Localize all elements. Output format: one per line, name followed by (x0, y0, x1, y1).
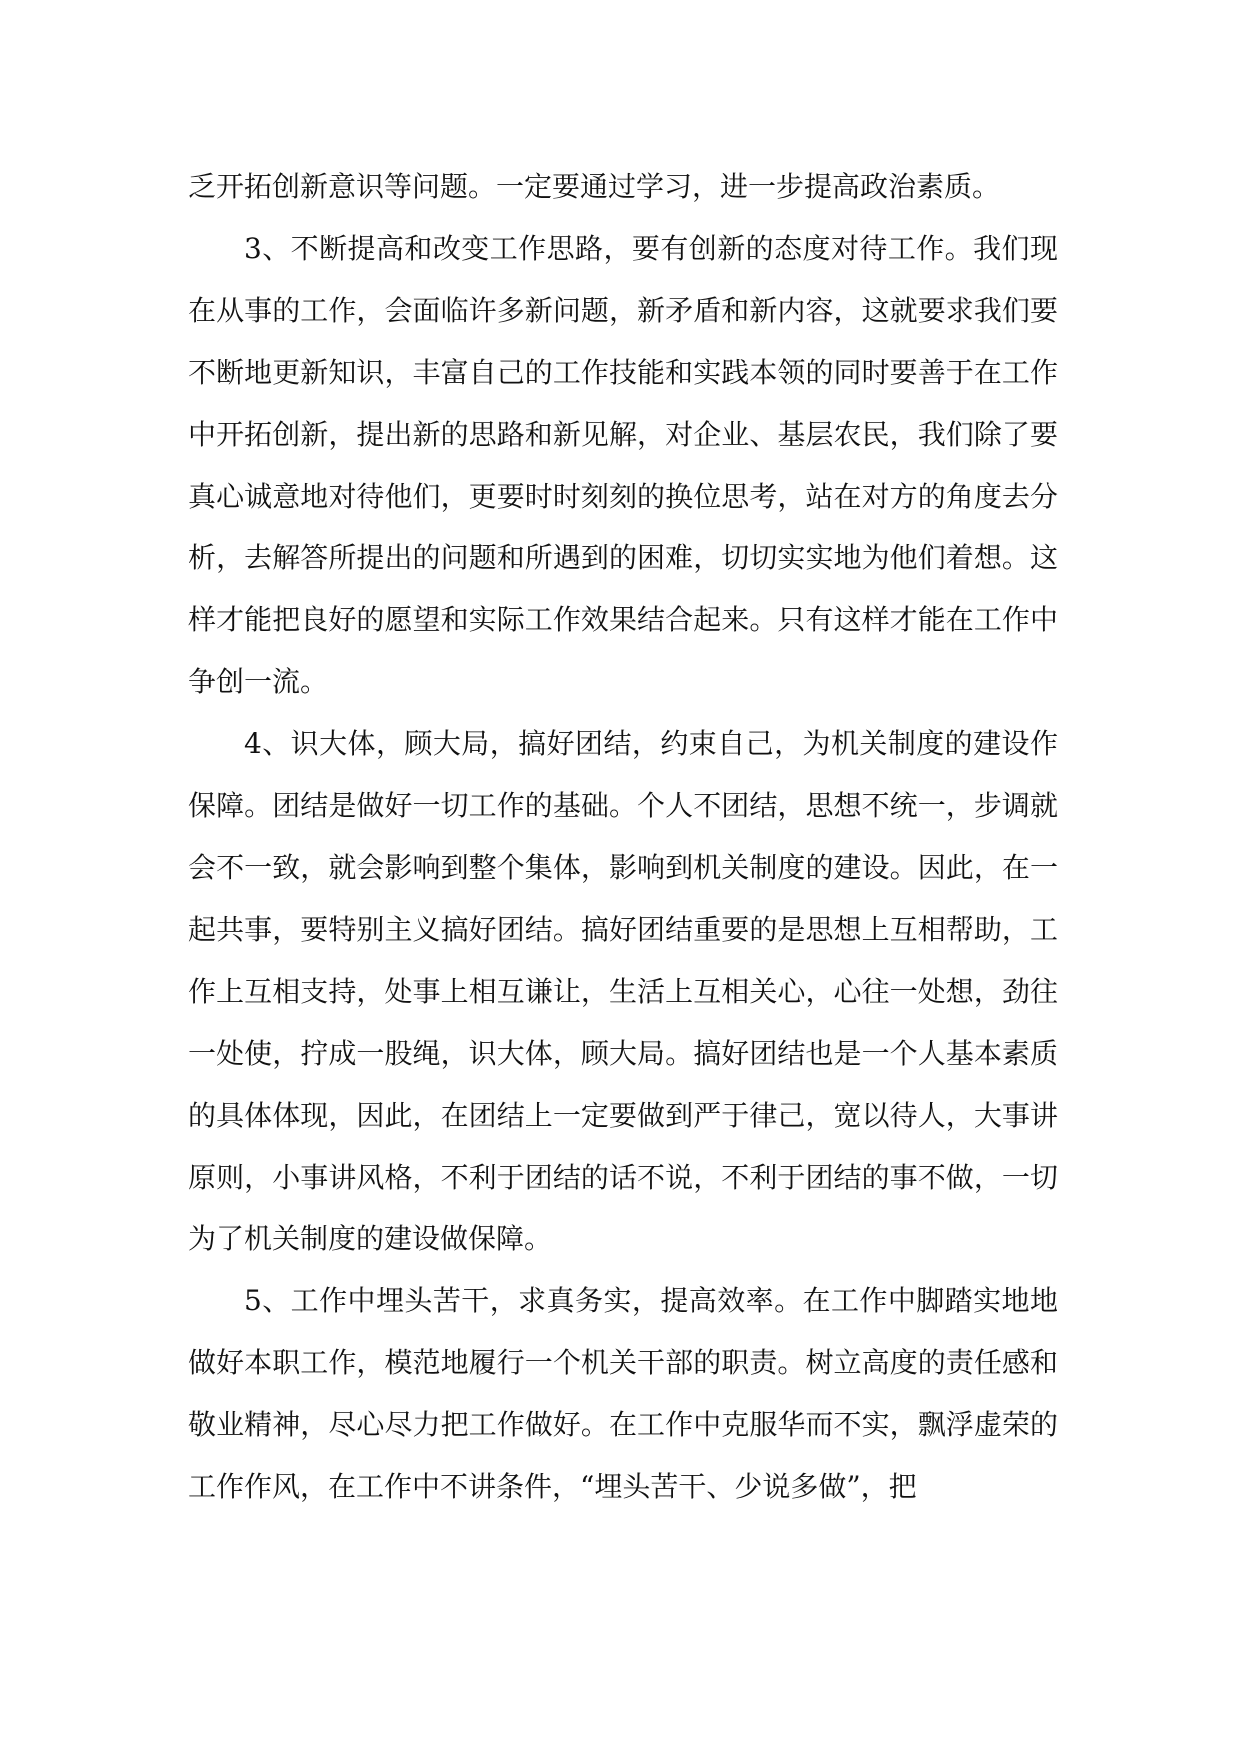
paragraph-continuation: 乏开拓创新意识等问题。一定要通过学习，进一步提高政治素质。 (188, 170, 1001, 203)
paragraph-item-3: 3、不断提高和改变工作思路，要有创新的态度对待工作。我们现在从事的工作，会面临许多新问题，新矛盾和新内容，这就要求我们要不断地更新知识，丰富自己的工作技能和实践本领的同时要善于在工作中开拓创新，提出新的思路和新见解，对企业、基层农民，我们除了要真心诚意地对待他们，更要时时刻刻的换位思考，站在对方的角度去分析，去解答所提出的问题和所遇到的困难，切切实实地为他们着想。这样才能把良好的愿望和实际工作效果结合起来。只有这样才能在工作中争创一流。 (188, 231, 1058, 699)
paragraph-item-5: 5、工作中埋头苦干，求真务实，提高效率。在工作中脚踏实地地做好本职工作，模范地履行一个机关干部的职责。树立高度的责任感和敬业精神，尽心尽力把工作做好。在工作中克服华而不实，飘浮虚荣的工作作风，在工作中不讲条件，“埋头苦干、少说多做”，把 (188, 1284, 1058, 1504)
paragraph-item-4: 4、识大体，顾大局，搞好团结，约束自己，为机关制度的建设作保障。团结是做好一切工作的基础。个人不团结，思想不统一，步调就会不一致，就会影响到整个集体，影响到机关制度的建设。因此，在一起共事，要特别主义搞好团结。搞好团结重要的是思想上互相帮助，工作上互相支持，处事上相互谦让，生活上互相关心，心往一处想，劲往一处使，拧成一股绳，识大体，顾大局。搞好团结也是一个人基本素质的具体体现，因此，在团结上一定要做到严于律己，宽以待人，大事讲原则，小事讲风格，不利于团结的话不说，不利于团结的事不做，一切为了机关制度的建设做保障。 (188, 727, 1058, 1256)
document-body (188, 156, 1058, 1518)
